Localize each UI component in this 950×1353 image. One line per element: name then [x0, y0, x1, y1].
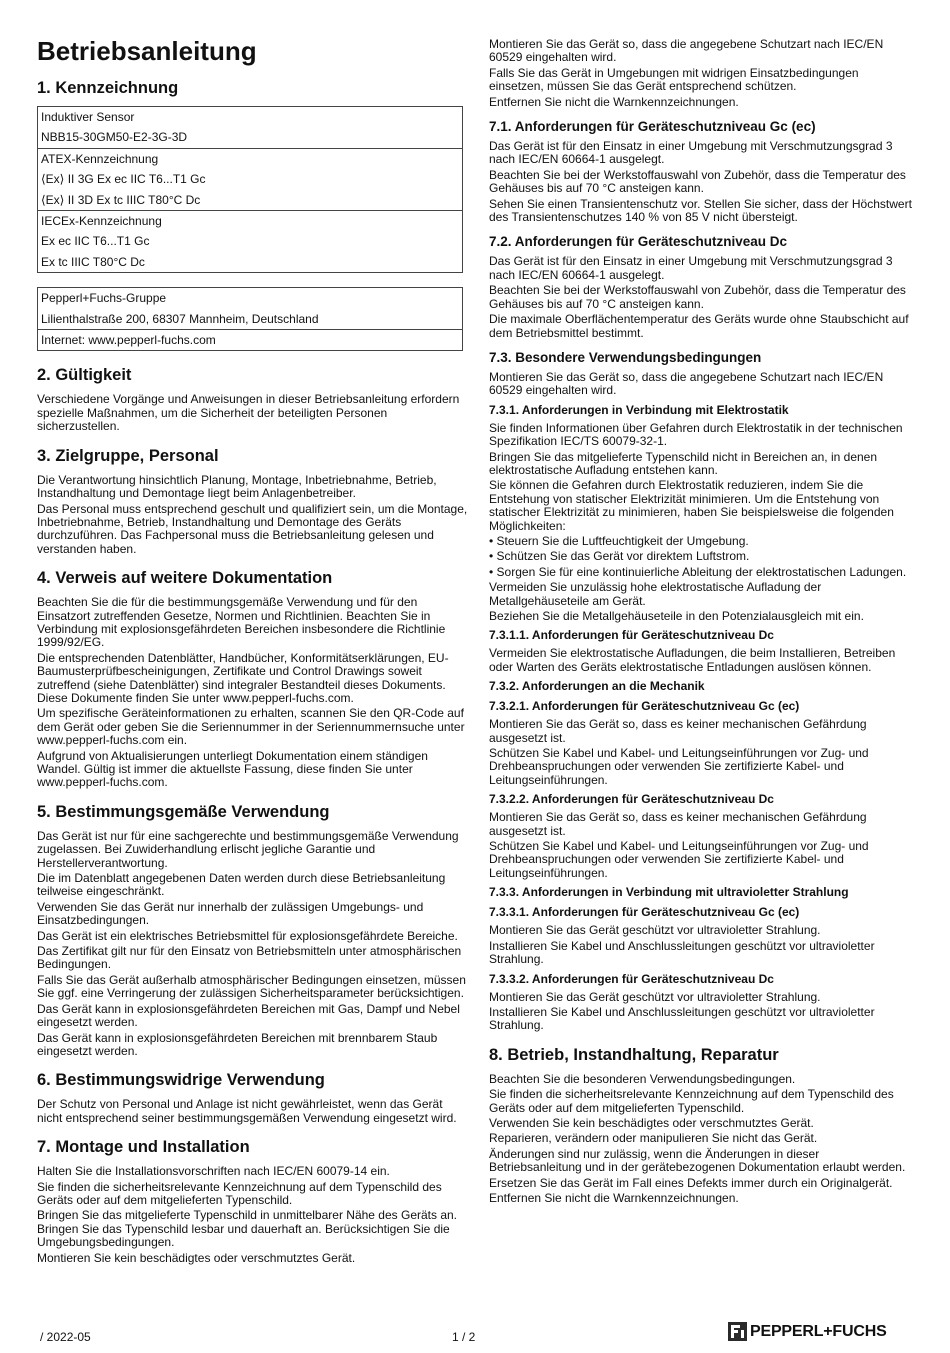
- subsubsection-heading: 7.3.3.2. Anforderungen für Geräteschutzniveau Dc: [489, 971, 774, 986]
- section-heading: 4. Verweis auf weitere Dokumentation: [37, 569, 333, 588]
- box-line: NBB15-30GM50-E2-3G-3D: [41, 130, 188, 145]
- paragraph: Das Gerät ist nur für eine sachgerechte und bestimmungsgemäße Verwendung zugelassen. Bei Zuwiderhandlung erlischt jegliche Garantie und Herstellerverantwortung.: [37, 828, 459, 870]
- paragraph: Ersetzen Sie das Gerät im Fall eines Defekts immer durch ein Originalgerät.: [489, 1175, 893, 1190]
- right-column: [489, 38, 914, 1207]
- logo-text: PEPPERL+FUCHS: [750, 1322, 887, 1340]
- paragraph: Montieren Sie kein beschädigtes oder verschmutztes Gerät.: [37, 1250, 356, 1265]
- paragraph: Installieren Sie Kabel und Anschlussleitungen geschützt vor ultravioletter Strahlung.: [489, 1004, 875, 1033]
- paragraph: Die Verantwortung hinsichtlich Planung, Montage, Inbetriebnahme, Betrieb, Instandhaltung und Demontage liegt beim Anlagenbetreiber.: [37, 472, 437, 501]
- paragraph: Bringen Sie das mitgelieferte Typenschild in unmittelbarer Nähe des Geräts an. Bringen Sie das Typenschild lesbar und dauerhaft an. Berücksichtigen Sie die Umgebungsbedingungen.: [37, 1208, 458, 1250]
- section-heading: 6. Bestimmungswidrige Verwendung: [37, 1071, 325, 1090]
- section-heading: 3. Zielgruppe, Personal: [37, 446, 219, 465]
- paragraph: Sie können die Gefahren durch Elektrostatik reduzieren, indem Sie die Entstehung von statischer Elektrizität minimieren. Um die Entstehung von statischer Elektrizität zu minimieren, haben Sie beispielsweise die folgenden Möglichkeiten:: [489, 478, 894, 533]
- box-group: [38, 330, 462, 350]
- paragraph: Das Gerät ist ein elektrisches Betriebsmittel für explosionsgefährdete Bereiche.: [37, 928, 458, 943]
- page-title: Betriebsanleitung: [37, 36, 257, 66]
- left-column: [37, 36, 469, 1267]
- paragraph: Die entsprechenden Datenblätter, Handbücher, Konformitätserklärungen, EU-Baumusterprüfbescheinigungen, Zertifikate und Control Drawings soweit zutreffend (siehe Datenblätter) sind integraler Bestandteil dieses Dokuments. Diese Dokumente finden Sie unter www.pepperl-fuchs.com.: [37, 650, 449, 705]
- paragraph: Beziehen Sie die Metallgehäuseteile in den Potenzialausgleich mit ein.: [489, 609, 864, 623]
- subsubsection-heading: 7.3.1.1. Anforderungen für Geräteschutzniveau Dc: [489, 628, 774, 643]
- marking-box: [37, 106, 463, 273]
- paragraph: Montieren Sie das Gerät so, dass es keiner mechanischen Gefährdung ausgesetzt ist.: [489, 717, 867, 745]
- logo-mark-icon: [728, 1322, 747, 1341]
- bullet-item: • Steuern Sie die Luftfeuchtigkeit der Umgebung.: [489, 535, 914, 548]
- paragraph: Falls Sie das Gerät außerhalb atmosphärischer Bedingungen einsetzen, müssen Sie ggf. eine Verringerung der zulässigen Sicherheitsparameter berücksichtigen.: [37, 972, 466, 1001]
- subsection-heading: 7.3. Besondere Verwendungsbedingungen: [489, 349, 762, 365]
- paragraph: Die maximale Oberflächentemperatur des Geräts wurde ohne Staubschicht auf dem Betriebsmittel bestimmt.: [489, 312, 909, 340]
- paragraph: Vermeiden Sie unzulässig hohe elektrostatische Aufladung der Metallgehäuseteile am Gerät.: [489, 580, 822, 608]
- section-heading: 1. Kennzeichnung: [37, 79, 179, 97]
- paragraph: Änderungen sind nur zulässig, wenn die Änderungen in dieser Betriebsanleitung und in der gerätebezogenen Dokumentation erlaubt werden.: [489, 1146, 906, 1175]
- subsubsection-heading: 7.3.2.2. Anforderungen für Geräteschutzniveau Dc: [489, 792, 774, 807]
- box-line: Internet: www.pepperl-fuchs.com: [41, 333, 216, 348]
- section-heading: 7. Montage und Installation: [37, 1138, 250, 1157]
- paragraph: Sehen Sie einen Transientenschutz vor. Stellen Sie sicher, dass der Höchstwert des Transientenschutzes 140 % von 85 V nicht übersteigt.: [489, 196, 912, 225]
- paragraph: Verwenden Sie das Gerät nur innerhalb der zulässigen Umgebungs- und Einsatzbedingungen.: [37, 899, 424, 928]
- paragraph: Beachten Sie bei der Werkstoffauswahl von Zubehör, dass die Temperatur des Gehäuses bis auf 70 °C ansteigen kann.: [489, 283, 906, 311]
- box-group: [38, 107, 462, 149]
- paragraph: Verwenden Sie kein beschädigtes oder verschmutztes Gerät.: [489, 1115, 814, 1130]
- subsubsection-heading: 7.3.3.1. Anforderungen für Geräteschutzniveau Gc (ec): [489, 905, 800, 920]
- paragraph: Das Gerät ist für den Einsatz in einer Umgebung mit Verschmutzungsgrad 3 nach IEC/EN 60664-1 ausgelegt.: [489, 139, 893, 167]
- paragraph: Reparieren, verändern oder manipulieren Sie nicht das Gerät.: [489, 1131, 818, 1146]
- paragraph: Schützen Sie Kabel und Kabel- und Leitungseinführungen vor Zug- und Drehbeanspruchungen oder verwenden Sie zertifizierte Kabel- und Leitungseinführungen.: [489, 746, 869, 787]
- box-group: [38, 149, 462, 211]
- paragraph: Aufgrund von Aktualisierungen unterliegt Dokumentation einem ständigen Wandel. Gültig ist immer die aktuellste Fassung, diese finden Sie unter www.pepperl-fuchs.com.: [37, 748, 428, 790]
- box-line: Ex ec IIC T6...T1 Gc: [41, 234, 150, 249]
- paragraph: Das Personal muss entsprechend geschult und qualifiziert sein, um die Montage, Inbetriebnahme, Betrieb, Instandhaltung und Demontage des Geräts durchzuführen. Das Fachpersonal muss die Betriebsanleitung gelesen und verstanden haben.: [37, 501, 468, 556]
- paragraph: Montieren Sie das Gerät so, dass die angegebene Schutzart nach IEC/EN 60529 eingehalten wird.: [489, 369, 884, 398]
- paragraph: Die im Datenblatt angegebenen Daten werden durch diese Betriebsanleitung teilweise eingeschränkt.: [37, 871, 446, 899]
- paragraph: Das Gerät kann in explosionsgefährdeten Bereichen mit Gas, Dampf und Nebel eingesetzt werden.: [37, 1001, 460, 1030]
- box-group: [38, 288, 462, 330]
- paragraph: Sie finden die sicherheitsrelevante Kennzeichnung auf dem Typenschild des Geräts oder auf dem mitgelieferten Typenschild.: [489, 1087, 894, 1115]
- paragraph: Beachten Sie die für die bestimmungsgemäße Verwendung und für den Einsatzort zutreffenden Gesetze, Normen und Richtlinien. Beachten Sie in Verbindung mit explosionsgefährdeten Bereichen insbesondere die Richtlinie 1999/92/EG.: [37, 595, 446, 650]
- box-line: Pepperl+Fuchs-Gruppe: [41, 291, 167, 306]
- box-group: [38, 211, 462, 272]
- paragraph: Verschiedene Vorgänge und Anweisungen in dieser Betriebsanleitung erfordern spezielle Maßnahmen, um die Sicherheit der beteiligten Personen sicherzustellen.: [37, 392, 460, 434]
- paragraph: Beachten Sie bei der Werkstoffauswahl von Zubehör, dass die Temperatur des Gehäuses bis auf 70 °C ansteigen kann.: [489, 167, 906, 196]
- paragraph: Falls Sie das Gerät in Umgebungen mit widrigen Einsatzbedingungen einsetzen, müssen Sie das Gerät entsprechend schützen.: [489, 65, 859, 94]
- paragraph: Montieren Sie das Gerät so, dass die angegebene Schutzart nach IEC/EN 60529 eingehalten wird.: [489, 37, 884, 65]
- paragraph: Das Gerät kann in explosionsgefährdeten Bereichen mit brennbarem Staub eingesetzt werden.: [37, 1030, 438, 1058]
- box-line: Ex tc IIIC T80°C Dc: [41, 254, 145, 269]
- section-heading: 8. Betrieb, Instandhaltung, Reparatur: [489, 1045, 779, 1064]
- footer-page-number: 1 / 2: [452, 1330, 476, 1344]
- subsection-heading: 7.2. Anforderungen für Geräteschutzniveau Dc: [489, 234, 788, 250]
- paragraph: Installieren Sie Kabel und Anschlussleitungen geschützt vor ultravioletter Strahlung.: [489, 938, 875, 967]
- paragraph: Sie finden die sicherheitsrelevante Kennzeichnung auf dem Typenschild des Geräts oder auf dem mitgelieferten Typenschild.: [37, 1179, 442, 1207]
- paragraph: Schützen Sie Kabel und Kabel- und Leitungseinführungen vor Zug- und Drehbeanspruchungen oder verwenden Sie zertifizierte Kabel- und Leitungseinführungen.: [489, 839, 869, 880]
- bullet-item: • Sorgen Sie für eine kontinuierliche Ableitung der elektrostatischen Ladungen.: [489, 566, 914, 579]
- bullet-item: • Schützen Sie das Gerät vor direktem Luftstrom.: [489, 550, 914, 563]
- paragraph: Bringen Sie das mitgelieferte Typenschild nicht in Bereichen an, in denen elektrostatische Aufladung entstehen kann.: [489, 449, 878, 477]
- paragraph: Das Gerät ist für den Einsatz in einer Umgebung mit Verschmutzungsgrad 3 nach IEC/EN 60664-1 ausgelegt.: [489, 254, 893, 282]
- section-heading: 2. Gültigkeit: [37, 366, 132, 385]
- paragraph: Sie finden Informationen über Gefahren durch Elektrostatik in der technischen Spezifikation IEC/TS 60079-32-1.: [489, 420, 903, 449]
- subsubsection-heading: 7.3.2. Anforderungen an die Mechanik: [489, 679, 705, 694]
- manufacturer-box: [37, 287, 463, 351]
- subsubsection-heading: 7.3.2.1. Anforderungen für Geräteschutzniveau Gc (ec): [489, 699, 800, 714]
- box-line: ATEX-Kennzeichnung: [41, 151, 159, 166]
- paragraph: Beachten Sie die besonderen Verwendungsbedingungen.: [489, 1071, 796, 1086]
- paragraph: Vermeiden Sie elektrostatische Aufladungen, die beim Installieren, Betreiben oder Warten des Geräts elektrostatische Entladungen auslösen können.: [489, 646, 896, 674]
- subsection-heading: 7.1. Anforderungen für Geräteschutzniveau Gc (ec): [489, 119, 816, 135]
- paragraph: Montieren Sie das Gerät geschützt vor ultravioletter Strahlung.: [489, 923, 821, 938]
- paragraph: Montieren Sie das Gerät geschützt vor ultravioletter Strahlung.: [489, 989, 821, 1004]
- box-line: IECEx-Kennzeichnung: [41, 214, 162, 229]
- paragraph: Um spezifische Geräteinformationen zu erhalten, scannen Sie den QR-Code auf dem Gerät oder geben Sie die Seriennummer in der Seriennummernsuche unter www.pepperl-fuchs.com ein.: [37, 706, 465, 748]
- section-heading: 5. Bestimmungsgemäße Verwendung: [37, 802, 330, 821]
- footer-date: / 2022-05: [40, 1330, 91, 1344]
- box-line: ⟨Ex⟩ II 3D Ex tc IIIC T80°C Dc: [41, 192, 201, 207]
- box-line: Induktiver Sensor: [41, 110, 135, 124]
- paragraph: Halten Sie die Installationsvorschriften nach IEC/EN 60079-14 ein.: [37, 1164, 390, 1179]
- paragraph: Entfernen Sie nicht die Warnkennzeichnungen.: [489, 94, 739, 109]
- subsubsection-heading: 7.3.1. Anforderungen in Verbindung mit Elektrostatik: [489, 402, 789, 417]
- box-line: Lilienthalstraße 200, 68307 Mannheim, Deutschland: [41, 311, 319, 326]
- company-logo: [728, 1322, 887, 1341]
- paragraph: Entfernen Sie nicht die Warnkennzeichnungen.: [489, 1190, 739, 1205]
- box-line: ⟨Ex⟩ II 3G Ex ec IIC T6...T1 Gc: [41, 172, 206, 187]
- subsubsection-heading: 7.3.3. Anforderungen in Verbindung mit ultravioletter Strahlung: [489, 885, 849, 900]
- paragraph: Der Schutz von Personal und Anlage ist nicht gewährleistet, wenn das Gerät nicht entsprechend seiner bestimmungsgemäßen Verwendung eingesetzt wird.: [37, 1097, 457, 1125]
- paragraph: Das Zertifikat gilt nur für den Einsatz von Betriebsmitteln unter atmosphärischen Bedingungen.: [37, 944, 462, 972]
- paragraph: Montieren Sie das Gerät so, dass es keiner mechanischen Gefährdung ausgesetzt ist.: [489, 810, 867, 838]
